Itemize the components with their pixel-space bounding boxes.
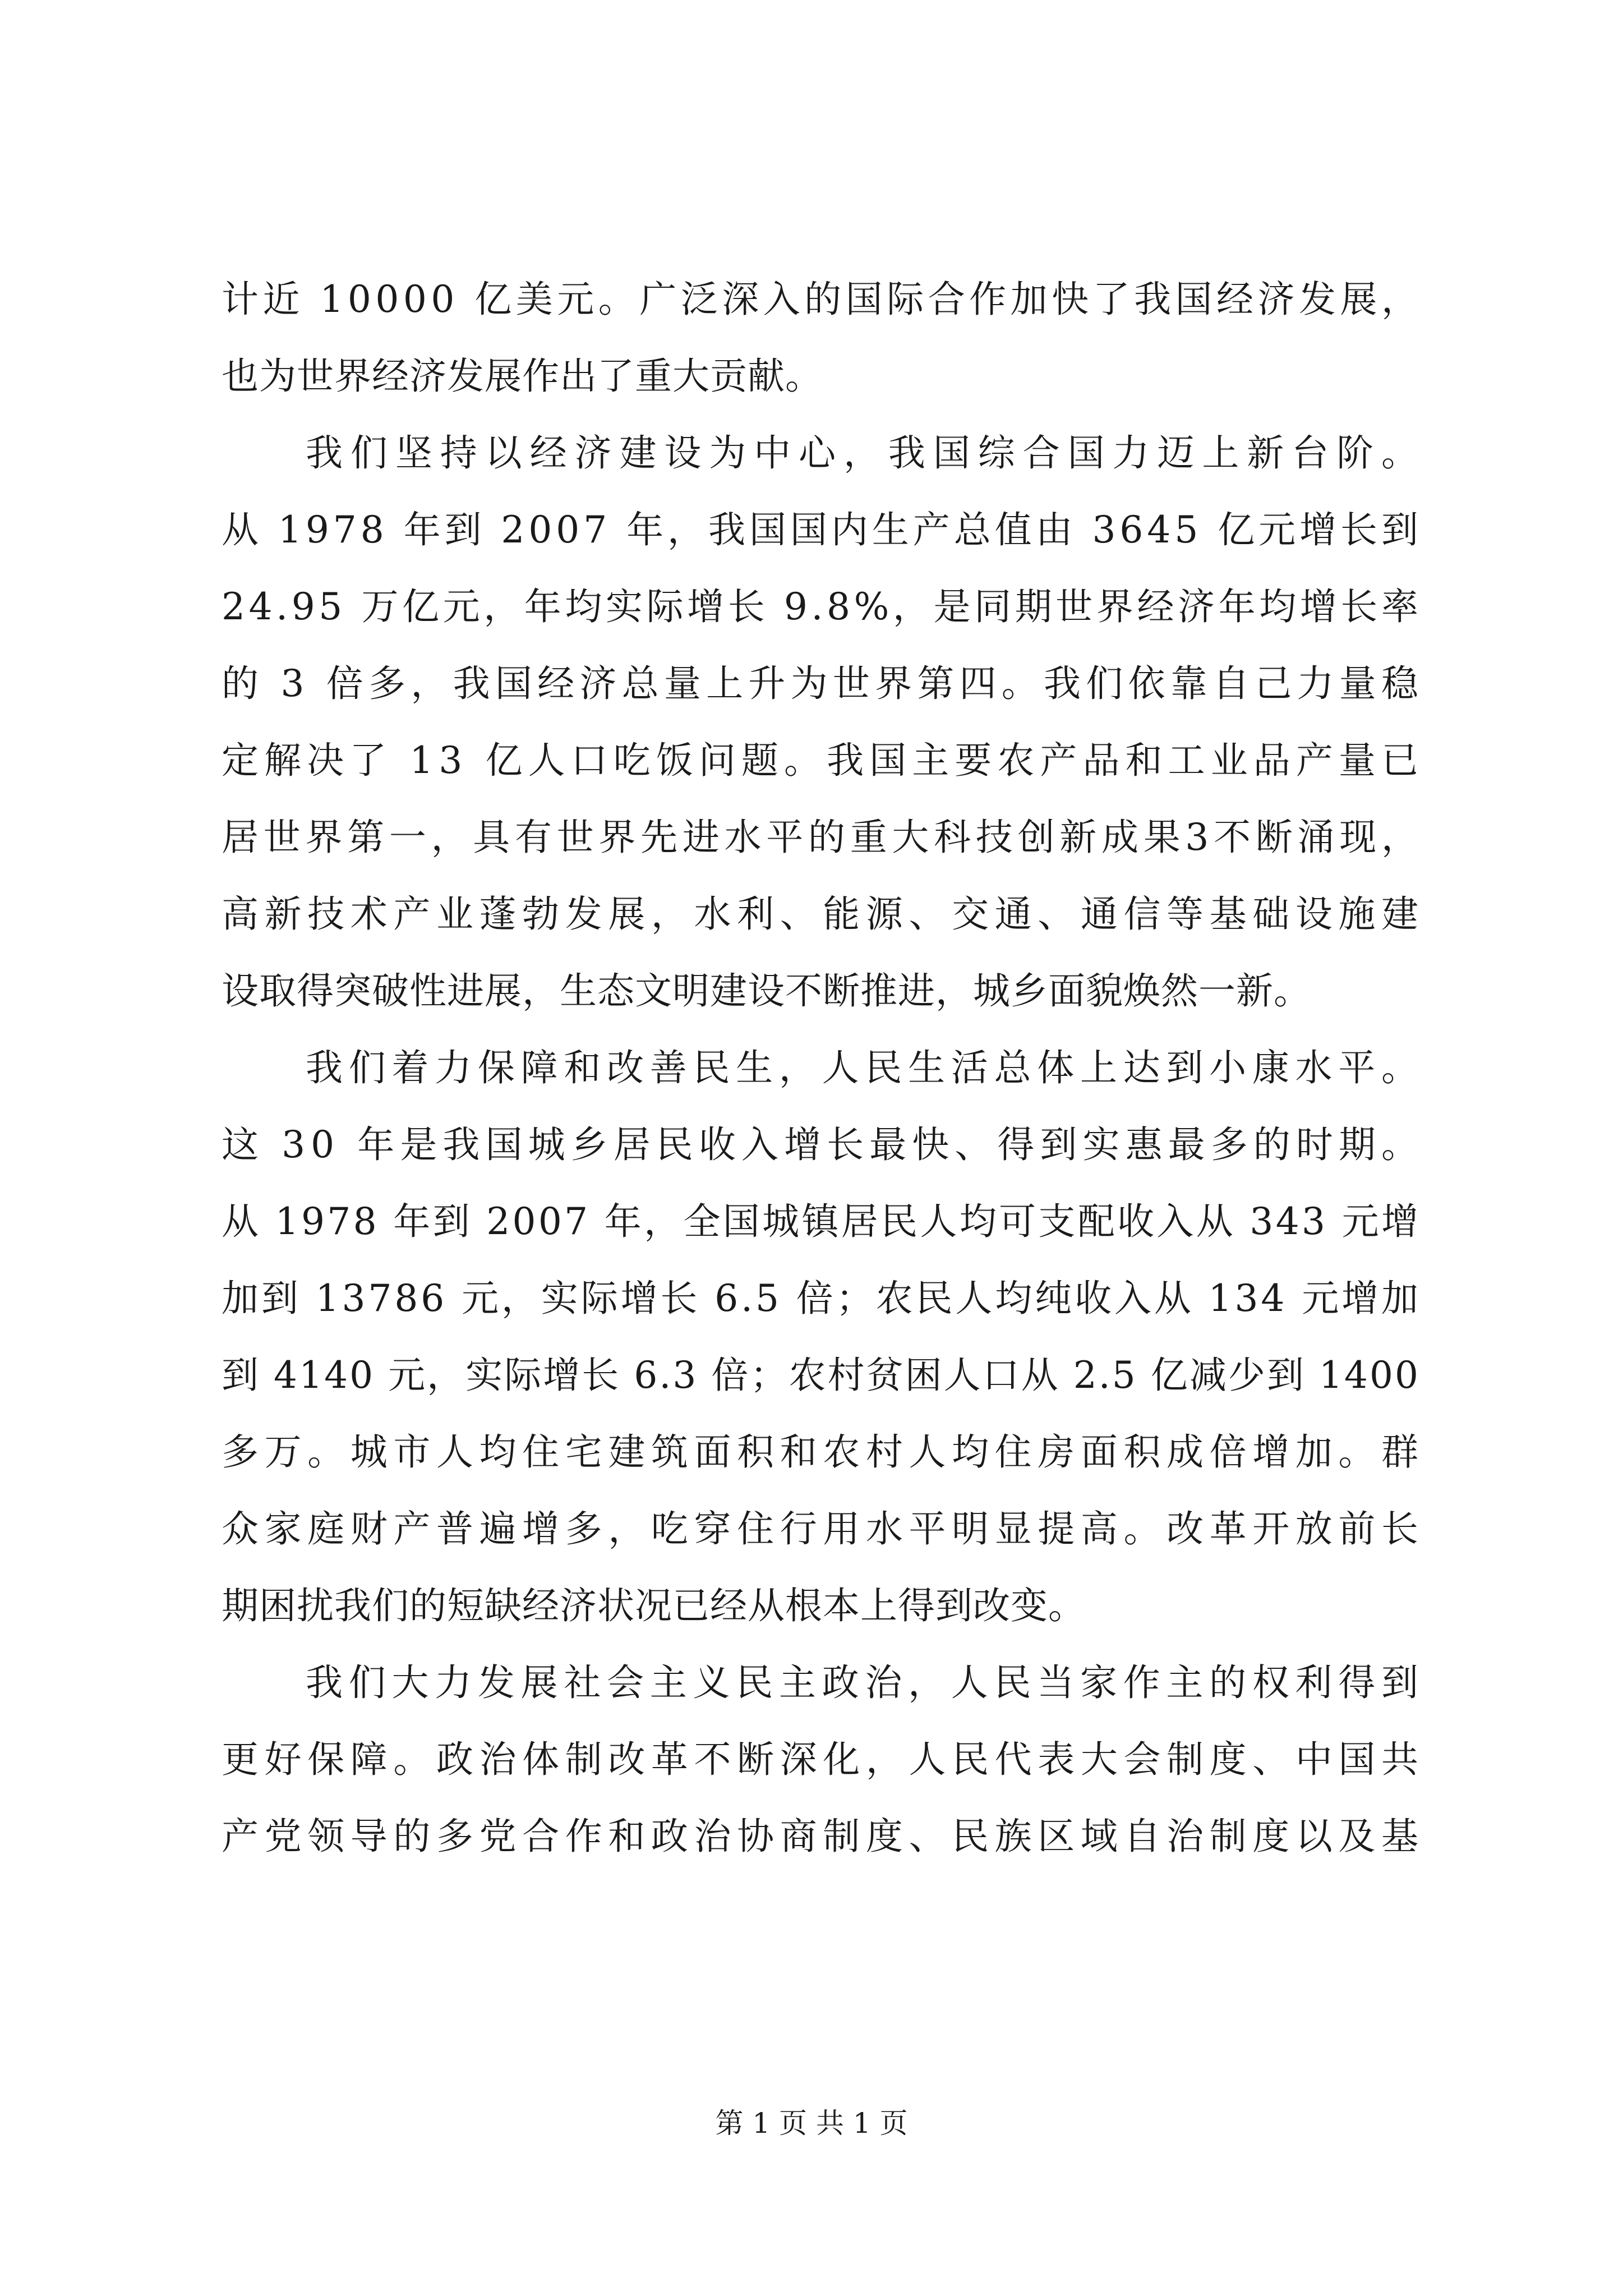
text-line: 加到 13786 元，实际增长 6.5 倍；农民人均纯收入从 134 元增加: [222, 1277, 1421, 1320]
text-line: 高新技术产业蓬勃发展，水利、能源、交通、通信等基础设施建: [222, 892, 1424, 936]
text-line: 定解决了 13 亿人口吃饭问题。我国主要农产品和工业品产量已: [222, 739, 1424, 782]
text-line: 计近 10000 亿美元。广泛深入的国际合作加快了我国经济发展，: [222, 278, 1423, 321]
text-line: 我们着力保障和改善民生，人民生活总体上达到小康水平。: [306, 1046, 1424, 1089]
text-line: 的 3 倍多，我国经济总量上升为世界第四。我们依靠自己力量稳: [222, 662, 1424, 705]
text-line: 这 30 年是我国城乡居民收入增长最快、得到实惠最多的时期。: [222, 1123, 1424, 1166]
text-line: 从 1978 年到 2007 年，全国城镇居民人均可支配收入从 343 元增: [222, 1200, 1421, 1243]
text-line: 众家庭财产普遍增多，吃穿住行用水平明显提高。改革开放前长: [222, 1507, 1424, 1550]
text-line: 24.95 万亿元，年均实际增长 9.8%，是同期世界经济年均增长率: [222, 585, 1422, 628]
text-line: 期困扰我们的短缺经济状况已经从根本上得到改变。: [222, 1584, 1086, 1627]
text-line: 设取得突破性进展，生态文明建设不断推进，城乡面貌焕然一新。: [222, 969, 1311, 1013]
text-line: 更好保障。政治体制改革不断深化，人民代表大会制度、中国共: [222, 1738, 1424, 1781]
text-line: 居世界第一，具有世界先进水平的重大科技创新成果3不断涌现，: [222, 816, 1423, 859]
text-line: 从 1978 年到 2007 年，我国国内生产总值由 3645 亿元增长到: [222, 508, 1422, 551]
text-line: 也为世界经济发展作出了重大贡献。: [222, 355, 823, 398]
text-line: 多万。城市人均住宅建筑面积和农村人均住房面积成倍增加。群: [222, 1430, 1424, 1474]
text-line: 到 4140 元，实际增长 6.3 倍；农村贫困人口从 2.5 亿减少到 1400: [222, 1354, 1421, 1397]
text-line: 产党领导的多党合作和政治协商制度、民族区域自治制度以及基: [222, 1815, 1424, 1858]
page-footer: 第 1 页 共 1 页: [715, 2107, 908, 2139]
text-line: 我们大力发展社会主义民主政治，人民当家作主的权利得到: [306, 1661, 1424, 1704]
text-line: 我们坚持以经济建设为中心，我国综合国力迈上新台阶。: [306, 431, 1426, 475]
body-text: [222, 261, 1426, 1875]
